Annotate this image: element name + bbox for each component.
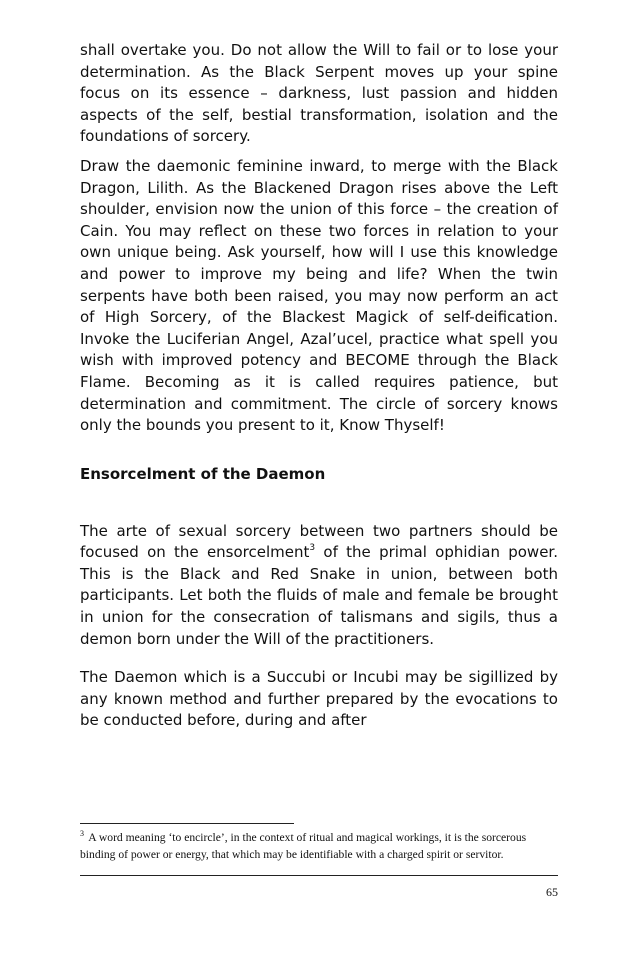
footnote-mark: 3 [80, 829, 84, 839]
body-paragraph: The Daemon which is a Succubi or Incubi may be sigillized by any known method and further prepared by the evocations to be conducted before, during and after [80, 668, 558, 730]
footer-rule [80, 875, 558, 876]
section-heading: Ensorcelment of the Daemon [80, 464, 326, 483]
paragraph-text: of the primal ophidian power. This is the Black and Red Snake in union, between both participants. Let both the fluids of male and female be brought in union for the consecration of talismans and sigils, thus a demon born under the Will of the practitioners. [80, 543, 558, 648]
page-number: 65 [546, 885, 558, 899]
body-paragraph [80, 521, 558, 651]
footnote-reference[interactable]: 3 [309, 543, 316, 554]
body-paragraph: Draw the daemonic feminine inward, to merge with the Black Dragon, Lilith. As the Blackened Dragon rises above the Left shoulder, envision now the union of this force – the creation of Cain. You may reflect on these two forces in relation to your own unique being. Ask yourself, how will I use this knowledge and power to improve my being and life? When the twin serpents have both been raised, you may now perform an act of High Sorcery, of the Blackest Magick of self-deification. Invoke the Luciferian Angel, Azal’ucel, practice what spell you wish with improved potency and BECOME through the Black Flame. Becoming as it is called requires patience, but determination and commitment. The circle of sorcery knows only the bounds you present to it, Know Thyself! [80, 156, 558, 435]
body-paragraph: shall overtake you. Do not allow the Will to fail or to lose your determination. As the Black Serpent moves up your spine focus on its essence – darkness, lust passion and hidden aspects of the self, bestial transformation, isolation and the foundations of sorcery. [80, 41, 558, 146]
footnote-text: A word meaning ‘to encircle’, in the context of ritual and magical workings, it is the sorcerous binding of power or energy, that which may be identifiable with a charged spirit or servitor. [80, 831, 527, 861]
footnote [80, 829, 564, 863]
page-body [80, 40, 558, 740]
footnote-separator [80, 823, 294, 824]
paragraph-text: The arte of sexual sorcery between two partners should be focused on the ensorcelment [80, 521, 558, 562]
